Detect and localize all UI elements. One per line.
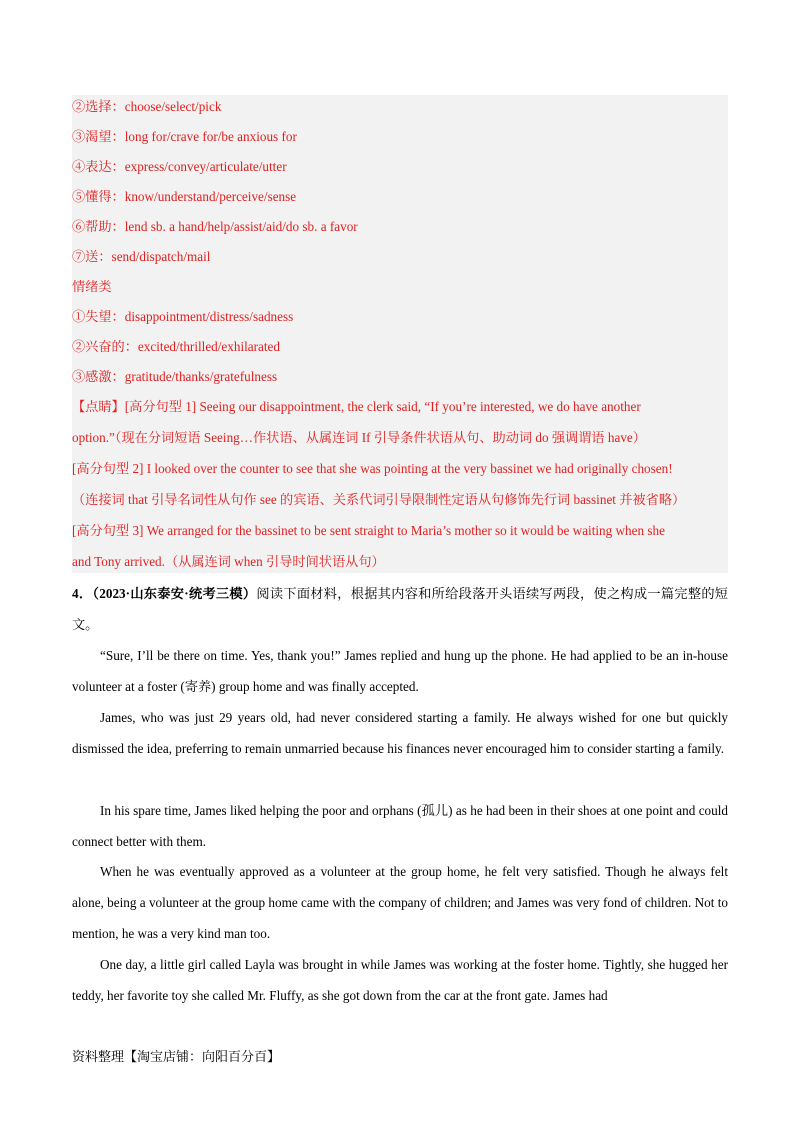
question-instruction: 阅读下面材料，根据其内容和所给段落开头语续写两段，使之构成一篇完整的短文。 [72, 586, 728, 632]
vocab-line: ⑤懂得：know/understand/perceive/sense [72, 189, 297, 204]
story-paragraph: “Sure, I’ll be there on time. Yes, thank you!” James replied and hung up the phone. He had applied to be an in-house volunteer at a foster (寄养) group home and was finally accepted. [72, 648, 728, 694]
note-sentence-2-line-2: （连接词 that 引导名词性从句作 see 的宾语、关系代词引导限制性定语从句修饰先行词 bassinet 并被省略） [72, 492, 686, 507]
note-sentence-3-line-2: and Tony arrived.（从属连词 when 引导时间状语从句） [72, 554, 385, 569]
page-footer: 资料整理【淘宝店铺：向阳百分百】 [72, 1050, 281, 1065]
vocab-line: ②选择：choose/select/pick [72, 99, 222, 114]
vocab-line: ④表达：express/convey/articulate/utter [72, 159, 287, 174]
question-number: 4． [72, 586, 93, 601]
note-sentence-2-line-1: [高分句型 2] I looked over the counter to see that she was pointing at the very bassinet we had originally chosen! [72, 461, 673, 476]
question-source: （2023·山东泰安·统考三模） [92, 586, 257, 601]
note-sentence-1-line-2: option.”（现在分词短语 Seeing…作状语、从属连词 If 引导条件状语从句、助动词 do 强调谓语 have） [72, 430, 646, 445]
vocab-line: ⑦送：send/dispatch/mail [72, 249, 211, 264]
story-paragraph: In his spare time, James liked helping the poor and orphans (孤儿) as he had been in their shoes at one point and could connect better with them. [72, 803, 728, 849]
vocab-category-heading: 情绪类 [72, 279, 112, 294]
note-sentence-3-line-1: [高分句型 3] We arranged for the bassinet to be sent straight to Maria’s mother so it would be waiting when she [72, 523, 665, 538]
vocab-line: ⑥帮助：lend sb. a hand/help/assist/aid/do sb. a favor [72, 219, 358, 234]
vocab-line: ②兴奋的：excited/thrilled/exhilarated [72, 339, 281, 354]
question-heading [72, 578, 728, 640]
vocab-line: ①失望：disappointment/distress/sadness [72, 309, 294, 324]
note-sentence-1-line-1: 【点睛】[高分句型 1] Seeing our disappointment, the clerk said, “If you’re interested, we do have another [72, 399, 641, 414]
story-paragraph: James, who was just 29 years old, had never considered starting a family. He always wished for one but quickly dismissed the idea, preferring to remain unmarried because his finances never encouraged him to consider starting a family. [72, 710, 728, 756]
vocab-line: ③感激：gratitude/thanks/gratefulness [72, 369, 278, 384]
story-paragraph: When he was eventually approved as a volunteer at the group home, he felt very satisfied. Though he always felt alone, being a volunteer at the group home came with the company of children; and James was very fond of children. Not to mention, he was a very kind man too. [72, 864, 728, 941]
story-paragraph: One day, a little girl called Layla was brought in while James was working at the foster home. Tightly, she hugged her teddy, her favorite toy she called Mr. Fluffy, as she got down from the car at the front gate. James had [72, 957, 728, 1003]
vocab-line: ③渴望：long for/crave for/be anxious for [72, 129, 297, 144]
